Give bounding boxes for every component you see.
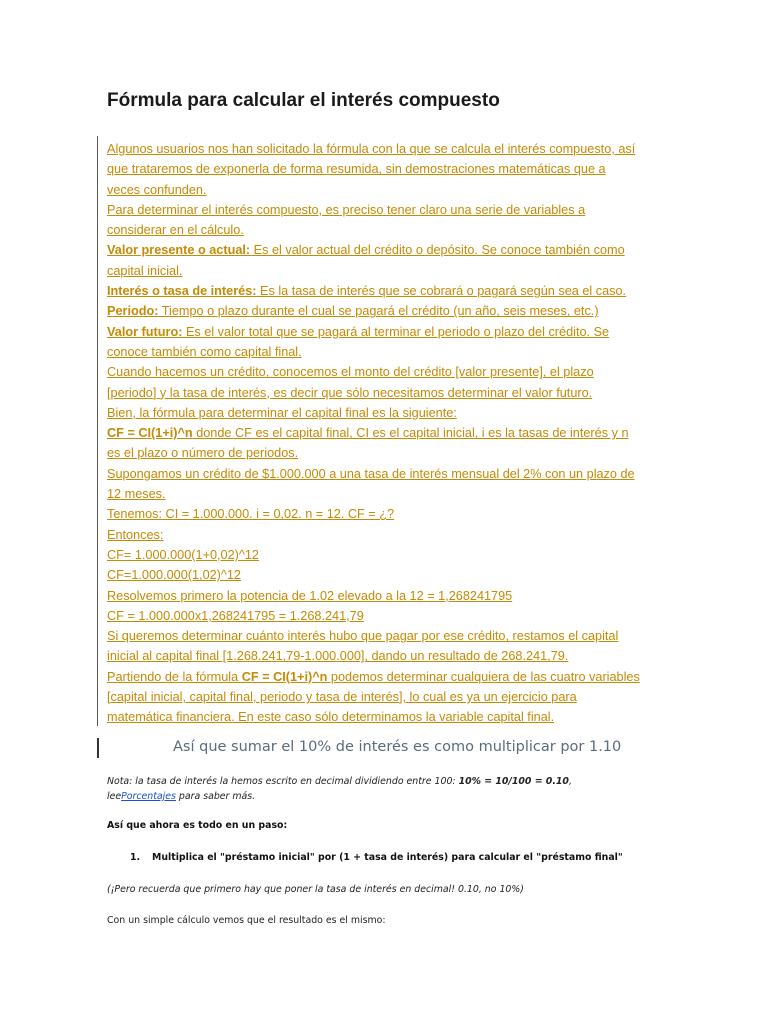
term-text: Es el valor total que se pagará al terminar el periodo o plazo del crédito. Se: [182, 324, 610, 339]
note-comma: ,: [568, 776, 572, 787]
paragraph-line: inicial al capital final [1.268.241,79-1.000.000], dando un resultado de 268.241,79.: [107, 649, 569, 664]
step-text: Multiplica el "préstamo inicial" por (1 + tasa de interés) para calcular el "préstamo final": [152, 852, 623, 863]
formula-label: CF = CI(1+i)^n: [107, 426, 193, 441]
note-suffix: para saber más.: [175, 791, 256, 802]
note-lee: lee: [107, 791, 122, 802]
paragraph-line: [capital inicial, capital final, periodo y tasa de interés], lo cual es ya un ejercicio para: [107, 690, 577, 705]
paragraph-line: conoce también como capital final.: [107, 344, 302, 359]
text-caret: [97, 738, 99, 758]
term-text: Es la tasa de interés que se cobrará o pagará según sea el caso.: [256, 284, 627, 299]
definition-present-value: [107, 240, 667, 260]
calculation-line: CF=1.000.000(1,02)^12: [107, 568, 241, 583]
paragraph-line: [periodo] y la tasa de interés, es decir que sólo necesitamos determinar el valor futuro.: [107, 385, 593, 400]
note-formula: 10% = 10/100 = 0.10: [458, 776, 569, 787]
paragraph-line: Para determinar el interés compuesto, es preciso tener claro una serie de variables a: [107, 202, 586, 217]
line-text: podemos determinar cualquiera de las cuatro variables: [327, 669, 640, 684]
page-title: Fórmula para calcular el interés compuesto: [107, 90, 500, 111]
paragraph-line: Si queremos determinar cuánto interés hubo que pagar por ese crédito, restamos el capital: [107, 629, 619, 644]
paragraph-line: Algunos usuarios nos han solicitado la fórmula con la que se calcula el interés compuesto, así: [107, 142, 636, 156]
step-number: 1.: [130, 852, 141, 863]
line-text: Partiendo de la fórmula: [107, 669, 242, 684]
porcentajes-link[interactable]: Porcentajes: [121, 791, 176, 802]
paragraph-line: matemática financiera. En este caso sólo determinamos la variable capital final.: [107, 710, 555, 725]
formula-label: CF = CI(1+i)^n: [241, 669, 328, 684]
term-label: Interés o tasa de interés:: [107, 284, 257, 299]
paragraph-line: es el plazo o número de periodos.: [107, 446, 299, 461]
term-label: Periodo:: [107, 304, 159, 319]
text-cursor-bar: [97, 136, 98, 726]
formula-line: [107, 423, 667, 443]
formula-text: donde CF es el capital final, CI es el capital inicial, i es la tasas de interés y n: [192, 426, 629, 441]
definition-period: [107, 301, 667, 321]
calculation-line: CF = 1.000.000x1,268241795 = 1.268.241,79: [107, 608, 364, 623]
paragraph-line: que trataremos de exponerla de forma resumida, sin demostraciones matemáticas que a: [107, 162, 606, 177]
closing-text: Con un simple cálculo vemos que el resultado es el mismo:: [107, 915, 386, 926]
paragraph-line: considerar en el cálculo.: [107, 223, 244, 238]
highlight-statement: Así que sumar el 10% de interés es como multiplicar por 1.10: [173, 739, 622, 755]
definition-interest-rate: [107, 281, 667, 301]
paragraph-line: capital inicial.: [107, 263, 183, 278]
paragraph-line: Cuando hacemos un crédito, conocemos el monto del crédito [valor presente], el plazo: [107, 365, 594, 380]
paragraph-line: Tenemos: CI = 1.000.000. i = 0,02. n = 12. CF = ¿?: [107, 507, 395, 522]
step-list-item: [130, 852, 623, 863]
term-label: Valor futuro:: [107, 324, 183, 339]
term-text: Tiempo o plazo durante el cual se pagará el crédito (un año, seis meses, etc.): [158, 304, 599, 319]
note-prefix: Nota: la tasa de interés la hemos escrito en decimal dividiendo entre 100:: [107, 776, 459, 787]
paragraph-line: 12 meses.: [107, 487, 166, 502]
formula-explanation-block: [107, 139, 667, 728]
section-heading: Así que ahora es todo en un paso:: [107, 820, 288, 831]
formula-reference-line: [107, 667, 667, 687]
term-label: Valor presente o actual:: [107, 243, 251, 258]
paragraph-line: Supongamos un crédito de $1.000.000 a una tasa de interés mensual del 2% con un plazo de: [107, 466, 635, 481]
term-text: Es el valor actual del crédito o depósito. Se conoce también como: [250, 243, 625, 258]
paragraph-line: Entonces:: [107, 527, 164, 542]
definition-future-value: [107, 322, 667, 342]
paragraph-line: veces confunden.: [107, 182, 207, 197]
calculation-line: CF= 1.000.000(1+0,02)^12: [107, 547, 259, 562]
reminder-text: (¡Pero recuerda que primero hay que poner la tasa de interés en decimal! 0.10, no 10%): [107, 884, 524, 895]
note-paragraph: [107, 774, 667, 804]
paragraph-line: Bien, la fórmula para determinar el capital final es la siguiente:: [107, 405, 457, 420]
calculation-line: Resolvemos primero la potencia de 1.02 elevado a la 12 = 1,268241795: [107, 588, 513, 603]
